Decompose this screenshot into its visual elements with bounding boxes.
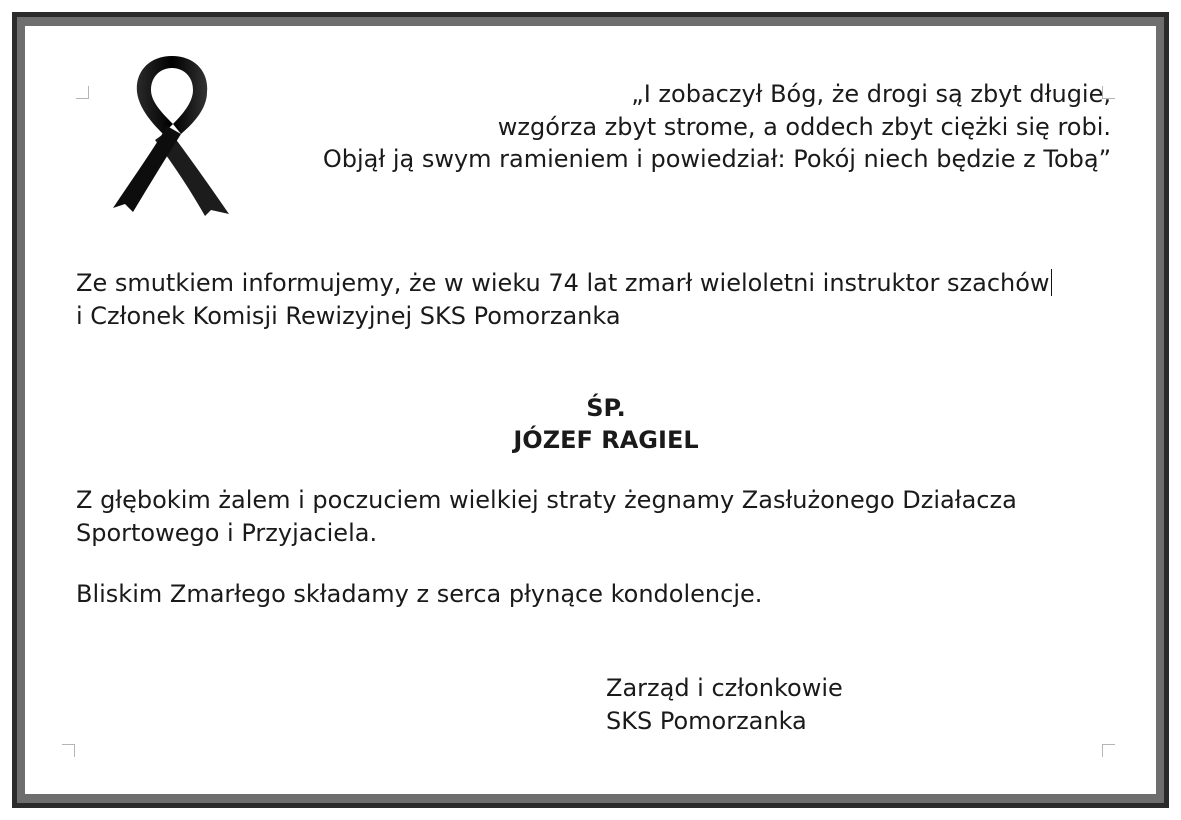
quote-line: „I zobaczył Bóg, że drogi są zbyt długie, [631,80,1111,108]
announcement-line: i Członek Komisji Rewizyjnej SKS Pomorzanka [76,301,621,330]
crop-mark-top-left [76,86,89,99]
quote-line: wzgórza zbyt strome, a oddech zbyt ciężki się robi. [497,112,1111,141]
farewell-paragraph [76,484,1017,549]
honorific: ŚP. [586,394,626,422]
farewell-line: Z głębokim żalem i poczuciem wielkiej straty żegnamy Zasłużonego Działacza [76,486,1017,514]
crop-mark-bottom-left [62,744,75,757]
deceased-name-block [25,392,1181,456]
deceased-name: JÓZEF RAGIEL [513,426,699,454]
announcement-paragraph [76,267,1052,332]
quote-block [323,78,1111,176]
document-page[interactable] [25,26,1156,794]
signature-line: SKS Pomorzanka [606,706,807,735]
crop-mark-bottom-right [1102,744,1115,757]
announcement-line: Ze smutkiem informujemy, że w wieku 74 lat zmarł wieloletni instruktor szachów [76,269,1050,297]
text-cursor [1051,269,1052,296]
signature-line: Zarząd i członkowie [606,674,843,702]
quote-line: Objął ją swym ramieniem i powiedział: Pokój niech będzie z Tobą” [322,145,1111,173]
mourning-ribbon-icon [111,52,233,216]
condolences-paragraph: Bliskim Zmarłego składamy z serca płynące kondolencje. [76,580,763,608]
signature-block [606,672,843,737]
farewell-line: Sportowego i Przyjaciela. [76,518,378,547]
